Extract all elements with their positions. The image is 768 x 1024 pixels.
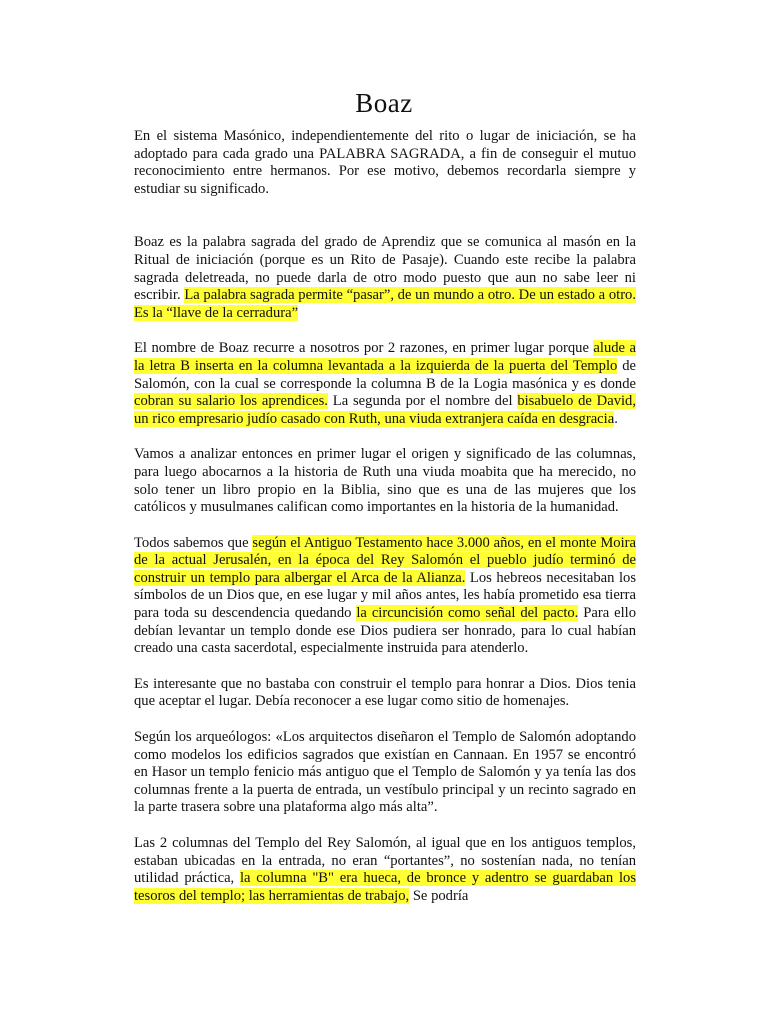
paragraph <box>134 676 636 711</box>
paragraph <box>134 446 636 516</box>
text-segment: Se podría <box>409 887 469 904</box>
highlighted-text: La palabra sagrada permite “pasar”, de un mundo a otro. De un estado a otro. Es la “llave de la cerradura” <box>134 287 636 321</box>
paragraph <box>134 835 636 905</box>
text-segment: de Salomón, con la cual se corresponde la columna B de la Logia masónica y es donde <box>134 357 636 392</box>
text-segment: Para ello debían levantar un templo donde ese Dios pudiera ser honrado, para lo cual habían creado una casta sacerdotal, especialmente instruida para atenderlo. <box>134 605 636 657</box>
text-segment: En el sistema Masónico, independientemente del rito o lugar de iniciación, se ha adoptado para cada grado una PALABRA SAGRADA, a fin de conseguir el mutuo reconocimiento entre hermanos. Por ese motivo, debemos recordarla siempre y estudiar su significado. <box>134 128 636 197</box>
document-body <box>134 128 636 923</box>
text-segment: Vamos a analizar entonces en primer lugar el origen y significado de las columnas, para luego abocarnos a la historia de Ruth una viuda moabita que ha merecido, no solo tener un libro propio en la Biblia, sino que es una de las mujeres que los católicos y musulmanes califican como importantes en la historia de la humanidad. <box>134 446 636 516</box>
text-segment: Boaz es la palabra sagrada del grado de Aprendiz que se comunica al masón en la Ritual de iniciación (porque es un Rito de Pasaje). Cuando este recibe la palabra sagrada deletreada, no puede darla de otro modo puesto que aun no sabe leer ni escribir. <box>134 234 636 304</box>
text-segment: Es interesante que no bastaba con construir el templo para honrar a Dios. Dios tenia que aceptar el lugar. Debía reconocer a ese lugar como sitio de homenajes. <box>134 675 636 710</box>
highlighted-text: la columna "B" era hueca, de bronce y adentro se guardaban los tesoros del templo; las herramientas de trabajo, <box>134 870 636 904</box>
paragraph <box>134 128 636 198</box>
text-segment: El nombre de Boaz recurre a nosotros por 2 razones, en primer lugar porque <box>134 340 594 357</box>
paragraph <box>134 340 636 428</box>
text-segment: Las 2 columnas del Templo del Rey Salomón, al igual que en los antiguos templos, estaban ubicadas en la entrada, no eran “portantes”, no sostenían nada, no tenían utilidad práctica, <box>134 835 636 887</box>
paragraph <box>134 535 636 658</box>
highlighted-text: alude a la letra B inserta en la columna levantada a la izquierda de la puerta del Templo <box>134 340 636 374</box>
text-segment: Los hebreos necesitaban los símbolos de un Dios que, en ese lugar y mil años antes, les había prometido esa tierra para toda su descendencia quedando <box>134 569 636 622</box>
highlighted-text: la circuncisión como señal del pacto. <box>356 605 579 622</box>
highlighted-text: según el Antiguo Testamento hace 3.000 años, en el monte Moira de la actual Jerusalén, en la época del Rey Salomón el pueblo judío terminó de construir un templo para albergar el Arca de la Alianza. <box>134 534 636 586</box>
paragraph <box>134 234 636 322</box>
document-title: Boaz <box>355 88 413 118</box>
text-segment: Todos sabemos que <box>134 534 253 551</box>
paragraph <box>134 729 636 817</box>
text-segment: . <box>614 410 618 427</box>
text-segment: Según los arqueólogos: «Los arquitectos diseñaron el Templo de Salomón adoptando como modelos los edificios sagrados que existían en Cannaan. En 1957 se encontró en Hasor un templo fenicio más antiguo que el Templo de Salomón y ya tenía las dos columnas frente a la puerta de entrada, un vestíbulo principal y un recinto sagrado en la parte trasera sobre una plataforma algo más alta”. <box>134 729 636 816</box>
text-segment: La segunda por el nombre del <box>327 393 518 410</box>
highlighted-text: cobran su salario los aprendices. <box>134 393 328 410</box>
highlighted-text: bisabuelo de David, un rico empresario judío casado con Ruth, una viuda extranjera caída en desgracia <box>134 393 636 427</box>
